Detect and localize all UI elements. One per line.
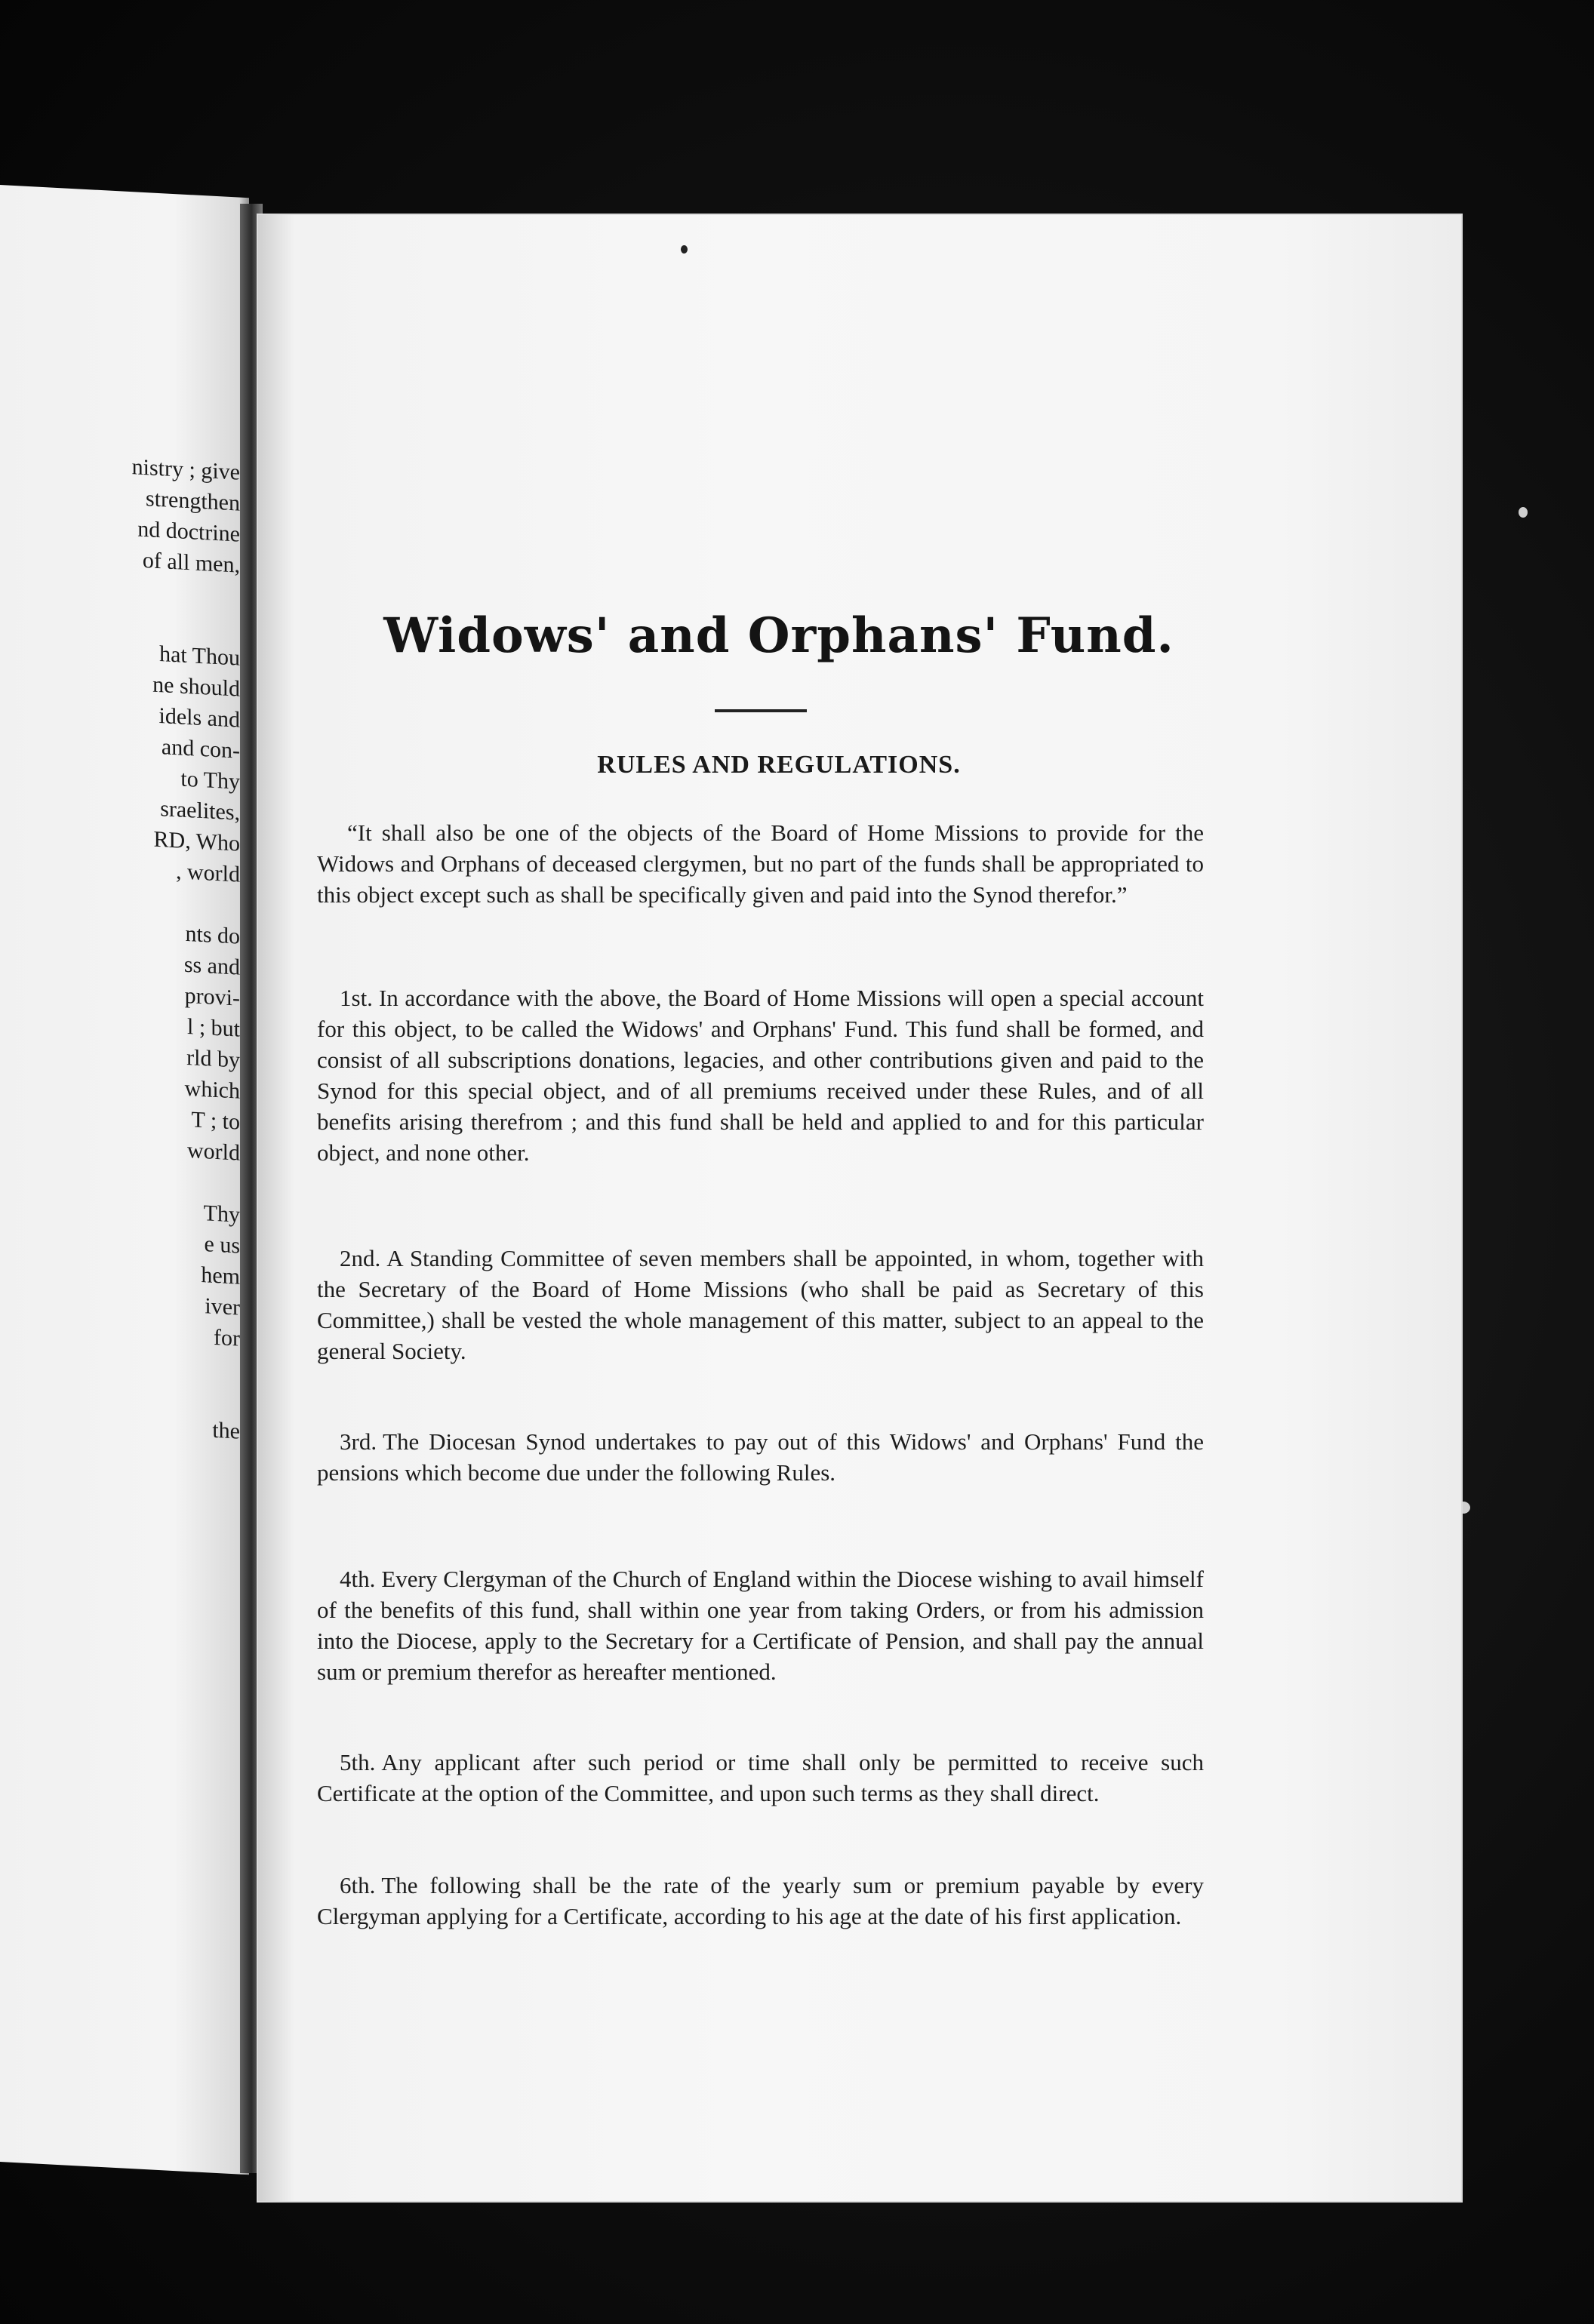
facing-page-line: strengthen bbox=[146, 486, 240, 516]
dust-speck bbox=[1519, 507, 1528, 518]
rule-paragraph bbox=[317, 1243, 1204, 1366]
rule-paragraph bbox=[317, 1870, 1204, 1932]
facing-page-line: and con- bbox=[161, 734, 240, 764]
rule-text: The following shall be the rate of the yearly sum or premium payable by every Clergyman applying for a Certificate, according to his age at the date of his first application. bbox=[317, 1872, 1204, 1929]
facing-page-line: provi- bbox=[184, 982, 240, 1011]
facing-page-line: iver bbox=[205, 1293, 240, 1320]
facing-page-line: to Thy bbox=[180, 766, 240, 795]
rule-text: The Diocesan Synod undertakes to pay out of this Widows' and Orphans' Fund the pensions which become due under the following Rules. bbox=[317, 1428, 1204, 1486]
facing-page-line: , world bbox=[176, 859, 240, 887]
facing-page-line: world bbox=[187, 1137, 240, 1166]
rule-number: 4th. bbox=[340, 1566, 376, 1592]
facing-page-line: ne should bbox=[152, 672, 240, 702]
facing-page-line: rld by bbox=[186, 1044, 240, 1073]
facing-page-line: e us bbox=[204, 1231, 240, 1259]
rule-number: 1st. bbox=[340, 985, 373, 1011]
title-divider bbox=[715, 709, 807, 712]
facing-page bbox=[0, 185, 249, 2175]
document-page bbox=[258, 215, 1461, 2201]
rule-number: 2nd. bbox=[340, 1245, 381, 1271]
rule-paragraph bbox=[317, 1563, 1204, 1687]
facing-page-line: T ; to bbox=[191, 1107, 240, 1135]
rule-text: Any applicant after such period or time shall only be permitted to receive such Certificate at the option of the Committee, and upon such terms as they shall direct. bbox=[317, 1749, 1204, 1806]
facing-page-line: of all men, bbox=[142, 547, 240, 578]
document-title: Widows' and Orphans' Fund. bbox=[383, 607, 1174, 664]
rule-number: 6th. bbox=[340, 1872, 376, 1898]
facing-page-line: hem bbox=[201, 1262, 240, 1290]
facing-page-line: the bbox=[212, 1417, 240, 1444]
facing-page-line: idels and bbox=[158, 703, 240, 733]
facing-page-line: RD, Who bbox=[153, 826, 240, 856]
rule-number: 3rd. bbox=[340, 1428, 377, 1455]
document-subtitle: RULES AND REGULATIONS. bbox=[597, 751, 961, 779]
printer-mark bbox=[681, 245, 688, 254]
facing-page-line: l ; but bbox=[186, 1013, 240, 1042]
rule-text: Every Clergyman of the Church of England within the Diocese wishing to avail himself of the benefits of this fund, shall within one year from taking Orders, or from his admission into the Diocese, apply to the Secretary for a Certificate of Pension, and shall pay the annual sum or premium therefor as hereafter mentioned. bbox=[317, 1566, 1204, 1685]
facing-page-line: which bbox=[184, 1075, 240, 1104]
facing-page-line: nd doctrine bbox=[137, 516, 240, 547]
rule-paragraph bbox=[317, 1426, 1204, 1488]
rule-paragraph bbox=[317, 1747, 1204, 1809]
facing-page-line: nts do bbox=[185, 921, 240, 949]
rule-text: In accordance with the above, the Board of Home Missions will open a special account for this object, to be called the Widows' and Orphans' Fund. This fund shall be formed, and consist of all subscriptions donations, legacies, and other contributions given and paid to the Synod for this special object, and of all premiums received under these Rules, and of all benefits arising therefrom ; and this fund shall be held and applied to and for this particular object, and none other. bbox=[317, 985, 1204, 1166]
rule-text: A Standing Committee of seven members shall be appointed, in whom, together with the Secretary of the Board of Home Missions (who shall be paid as Secretary of this Committee,) shall be vested the whole management of this matter, subject to an appeal to the general Society. bbox=[317, 1245, 1204, 1364]
facing-page-line: Thy bbox=[203, 1200, 240, 1228]
facing-page-line: sraelites, bbox=[160, 796, 240, 825]
facing-page-line: nistry ; give bbox=[131, 454, 240, 485]
rule-paragraph bbox=[317, 982, 1204, 1168]
quote-paragraph: “It shall also be one of the objects of the Board of Home Missions to provide for the Widows and Orphans of deceased clergymen, but no part of the funds shall be appropriated to this object except such as shall be specifically given and paid into the Synod therefor.” bbox=[317, 819, 1204, 908]
rule-number: 5th. bbox=[340, 1749, 376, 1775]
facing-page-line: ss and bbox=[183, 951, 240, 980]
facing-page-line: for bbox=[214, 1324, 240, 1351]
facing-page-line: hat Thou bbox=[159, 641, 240, 671]
